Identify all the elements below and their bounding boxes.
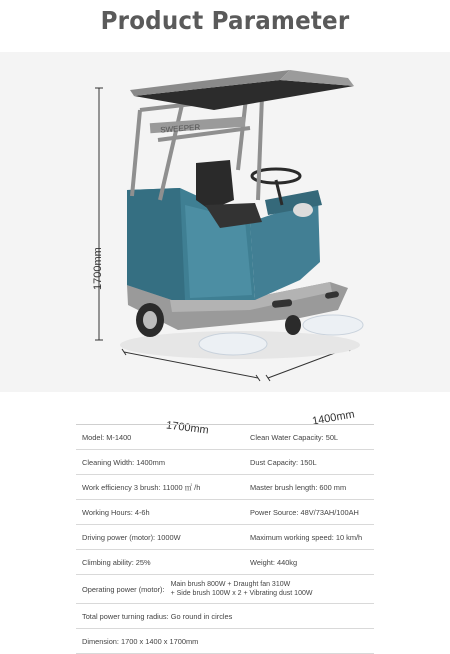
spec-weight: Weight: 440kg <box>250 557 298 567</box>
spec-row <box>76 525 374 550</box>
spec-row <box>76 475 374 500</box>
operating-power-detail <box>171 580 313 598</box>
spec-row <box>76 450 374 475</box>
spec-driving-power: Driving power (motor): 1000W <box>82 532 181 542</box>
spec-operating-power <box>76 580 374 598</box>
page-title: Product Parameter <box>100 6 350 35</box>
left-side-brush <box>199 333 267 355</box>
spec-model: Model: M-1400 <box>82 432 132 442</box>
brand-badge <box>293 203 313 217</box>
spec-max-speed: Maximum working speed: 10 km/h <box>250 532 363 542</box>
spec-brush-length: Master brush length: 600 mm <box>250 482 347 492</box>
spec-climbing: Climbing ability: 25% <box>82 557 151 567</box>
spec-row <box>76 575 374 604</box>
sweeper-illustration <box>0 52 450 392</box>
operating-power-line2: + Side brush 100W x 2 + Vibrating dust 100W <box>170 590 313 597</box>
spec-power-source: Power Source: 48V/73AH/100AH <box>250 507 359 517</box>
spec-cleaning-width: Cleaning Width: 1400mm <box>82 457 165 467</box>
spec-row <box>76 550 374 575</box>
front-wheel <box>285 315 301 335</box>
operating-power-line1: Main brush 800W + Draught fan 310W <box>170 581 291 588</box>
seat <box>196 160 234 210</box>
spec-row <box>76 500 374 525</box>
spec-work-efficiency: Work efficiency 3 brush: 11000 ㎡ /h <box>82 482 201 492</box>
operating-power-label: Operating power (motor): <box>82 584 165 594</box>
spec-dimension: Dimension: 1700 x 1400 x 1700mm <box>82 636 199 646</box>
width-label: 1400mm <box>311 408 356 428</box>
spec-dust-capacity: Dust Capacity: 150L <box>250 457 317 467</box>
machine-brand-text: SWEEPER <box>159 122 201 135</box>
spec-clean-water: Clean Water Capacity: 50L <box>250 432 339 442</box>
spec-row <box>76 425 374 450</box>
spec-table <box>76 424 374 654</box>
spec-turning-radius: Total power turning radius: Go round in circles <box>82 611 233 621</box>
spec-row <box>76 629 374 654</box>
spec-working-hours: Working Hours: 4-6h <box>82 507 150 517</box>
height-label: 1700mm <box>92 247 104 290</box>
length-label: 1700mm <box>165 419 210 437</box>
right-side-brush <box>303 315 363 335</box>
spec-row <box>76 604 374 629</box>
